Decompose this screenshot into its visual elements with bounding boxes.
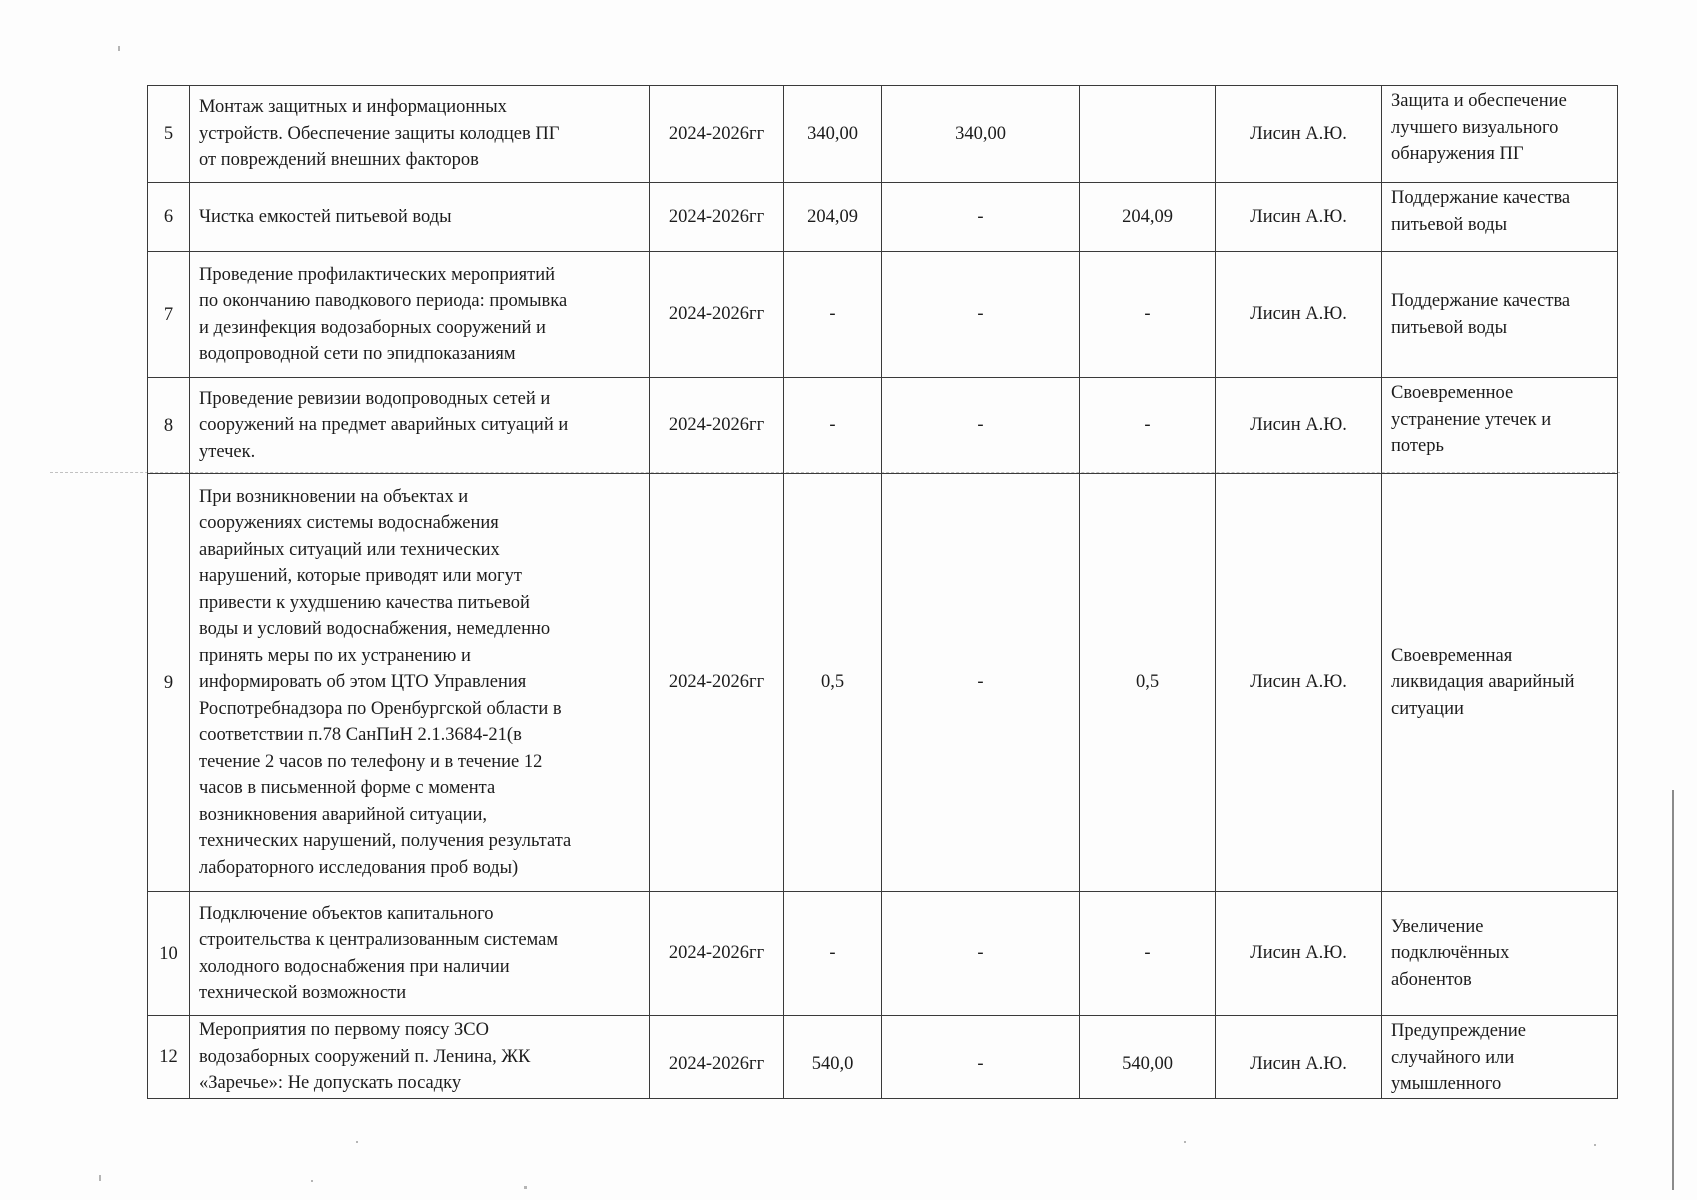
- term-cell: 2024-2026гг: [650, 892, 784, 1016]
- responsible-cell: Лисин А.Ю.: [1216, 86, 1382, 183]
- table-row: [148, 892, 1618, 1016]
- measure-name: Проведение ревизии водопроводных сетей и сооружений на предмет аварийных ситуаций и утечек.: [190, 378, 650, 474]
- row-number: 9: [148, 474, 190, 892]
- scan-speck: [118, 46, 120, 51]
- measure-name: Подключение объектов капитального строительства к централизованным системам холодного водоснабжения при наличии технической возможности: [190, 892, 650, 1016]
- measures-table: [147, 85, 1618, 1099]
- scan-speck: [524, 1186, 527, 1189]
- measure-name: Мероприятия по первому поясу ЗСО водозаборных сооружений п. Ленина, ЖК «Заречье»: Не допускать посадку: [190, 1016, 650, 1099]
- row-number: 8: [148, 378, 190, 474]
- budget-source-1-cell: 340,00: [882, 86, 1080, 183]
- scan-speck: [1184, 1141, 1186, 1143]
- term-cell: 2024-2026гг: [650, 86, 784, 183]
- measure-name: Проведение профилактических мероприятий по окончанию паводкового периода: промывка и дезинфекция водозаборных сооружений и водопроводной сети по эпидпоказаниям: [190, 252, 650, 378]
- expected-result-cell: Своевременная ликвидация аварийный ситуации: [1382, 474, 1618, 892]
- total-amount-cell: 540,0: [784, 1016, 882, 1099]
- budget-source-2-cell: 204,09: [1080, 183, 1216, 252]
- total-amount-cell: -: [784, 892, 882, 1016]
- expected-result-cell: Увеличение подключённых абонентов: [1382, 892, 1618, 1016]
- table-row: [148, 474, 1618, 892]
- row-number: 12: [148, 1016, 190, 1099]
- expected-result-cell: Поддержание качества питьевой воды: [1382, 183, 1618, 252]
- budget-source-1-cell: -: [882, 1016, 1080, 1099]
- measure-name: Монтаж защитных и информационных устройств. Обеспечение защиты колодцев ПГ от повреждений внешних факторов: [190, 86, 650, 183]
- table-row: [148, 252, 1618, 378]
- expected-result-cell: Своевременное устранение утечек и потерь: [1382, 378, 1618, 474]
- total-amount-cell: 204,09: [784, 183, 882, 252]
- measure-name: При возникновении на объектах и сооружениях системы водоснабжения аварийных ситуаций или технических нарушений, которые приводят или могут привести к ухудшению качества питьевой воды и условий водоснабжения, немедленно принять меры по их устранению и информировать об этом ЦТО Управления Роспотребнадзора по Оренбургской области в соответствии п.78 СанПиН 2.1.3684-21(в течение 2 часов по телефону и в течение 12 часов в письменной форме с момента возникновения аварийной ситуации, технических нарушений, получения результата лабораторного исследования проб воды): [190, 474, 650, 892]
- budget-source-2-cell: 540,00: [1080, 1016, 1216, 1099]
- budget-source-1-cell: -: [882, 183, 1080, 252]
- budget-source-1-cell: -: [882, 892, 1080, 1016]
- table-row: [148, 1016, 1618, 1099]
- budget-source-2-cell: 0,5: [1080, 474, 1216, 892]
- responsible-cell: Лисин А.Ю.: [1216, 183, 1382, 252]
- expected-result-cell: Предупреждение случайного или умышленного: [1382, 1016, 1618, 1099]
- responsible-cell: Лисин А.Ю.: [1216, 378, 1382, 474]
- scan-speck: [1594, 1144, 1596, 1146]
- budget-source-1-cell: -: [882, 474, 1080, 892]
- table-row: [148, 86, 1618, 183]
- expected-result-cell: Поддержание качества питьевой воды: [1382, 252, 1618, 378]
- row-number: 5: [148, 86, 190, 183]
- row-number: 10: [148, 892, 190, 1016]
- responsible-cell: Лисин А.Ю.: [1216, 1016, 1382, 1099]
- responsible-cell: Лисин А.Ю.: [1216, 474, 1382, 892]
- budget-source-2-cell: -: [1080, 378, 1216, 474]
- term-cell: 2024-2026гг: [650, 378, 784, 474]
- row-number: 7: [148, 252, 190, 378]
- row-number: 6: [148, 183, 190, 252]
- budget-source-2-cell: [1080, 86, 1216, 183]
- total-amount-cell: -: [784, 378, 882, 474]
- term-cell: 2024-2026гг: [650, 474, 784, 892]
- measure-name: Чистка емкостей питьевой воды: [190, 183, 650, 252]
- responsible-cell: Лисин А.Ю.: [1216, 892, 1382, 1016]
- budget-source-2-cell: -: [1080, 892, 1216, 1016]
- table-row: [148, 183, 1618, 252]
- scan-edge-line: [1672, 790, 1674, 1190]
- term-cell: 2024-2026гг: [650, 183, 784, 252]
- scan-speck: [356, 1141, 358, 1143]
- term-cell: 2024-2026гг: [650, 252, 784, 378]
- budget-source-1-cell: -: [882, 252, 1080, 378]
- responsible-cell: Лисин А.Ю.: [1216, 252, 1382, 378]
- term-cell: 2024-2026гг: [650, 1016, 784, 1099]
- total-amount-cell: -: [784, 252, 882, 378]
- budget-source-2-cell: -: [1080, 252, 1216, 378]
- budget-source-1-cell: -: [882, 378, 1080, 474]
- scan-speck: [311, 1180, 313, 1182]
- total-amount-cell: 0,5: [784, 474, 882, 892]
- scan-speck: [99, 1175, 101, 1181]
- total-amount-cell: 340,00: [784, 86, 882, 183]
- table-row: [148, 378, 1618, 474]
- expected-result-cell: Защита и обеспечение лучшего визуального обнаружения ПГ: [1382, 86, 1618, 183]
